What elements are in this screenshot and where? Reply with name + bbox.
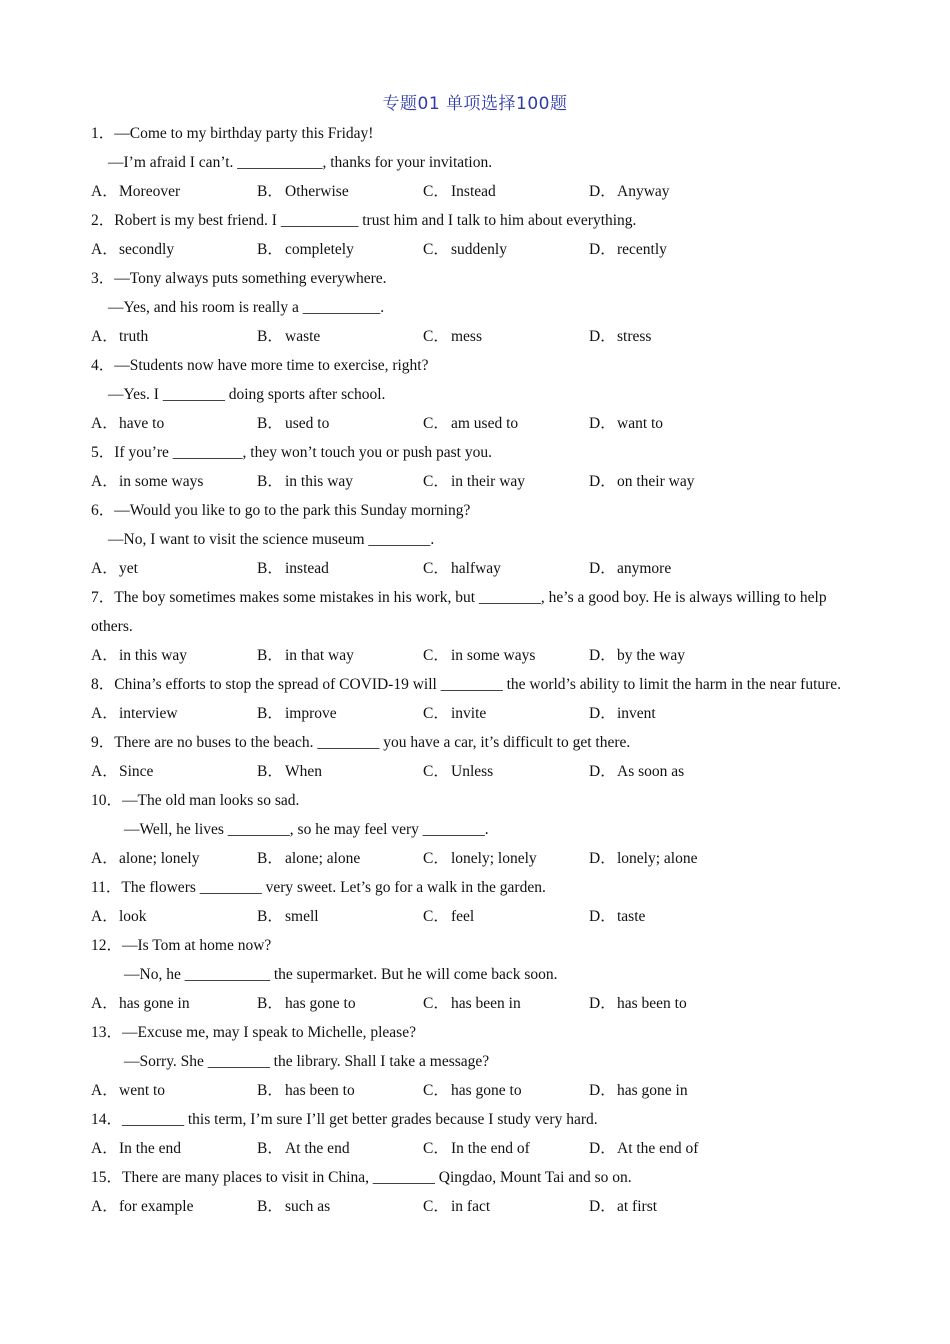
option-text: truth — [119, 328, 149, 345]
option-c — [423, 1134, 589, 1163]
option-a — [91, 554, 257, 583]
question-reply: —Well, he lives ________, so he may feel very ________. — [124, 821, 489, 838]
option-label: B． — [257, 560, 283, 577]
option-label: C． — [423, 908, 449, 925]
option-a — [91, 1192, 257, 1221]
option-label: D． — [589, 850, 616, 867]
question-3 — [91, 264, 871, 351]
option-c — [423, 177, 589, 206]
option-text: in some ways — [119, 473, 204, 490]
option-a — [91, 699, 257, 728]
option-a — [91, 989, 257, 1018]
question-5 — [91, 438, 871, 496]
option-label: C． — [423, 560, 449, 577]
option-c — [423, 989, 589, 1018]
options-row — [91, 177, 871, 206]
option-c — [423, 409, 589, 438]
option-b — [257, 554, 423, 583]
question-stem: 3．—Tony always puts something everywhere. — [91, 270, 387, 287]
option-label: C． — [423, 850, 449, 867]
option-d — [589, 902, 755, 931]
option-text: lonely; alone — [617, 850, 698, 867]
option-label: D． — [589, 183, 616, 200]
options-row — [91, 409, 871, 438]
option-text: want to — [617, 415, 664, 432]
option-label: D． — [589, 241, 616, 258]
question-reply: —Yes, and his room is really a __________. — [108, 299, 385, 316]
question-stem: 4．—Students now have more time to exercise, right? — [91, 357, 429, 374]
option-a — [91, 844, 257, 873]
option-a — [91, 409, 257, 438]
option-text: has gone to — [285, 995, 356, 1012]
question-stem: 1．—Come to my birthday party this Friday! — [91, 125, 374, 142]
option-label: B． — [257, 1082, 283, 1099]
option-text: in fact — [451, 1198, 491, 1215]
option-label: C． — [423, 1198, 449, 1215]
option-text: halfway — [451, 560, 501, 577]
question-stem: 5．If you’re _________, they won’t touch you or push past you. — [91, 444, 492, 461]
question-13 — [91, 1018, 871, 1105]
options-row — [91, 554, 871, 583]
question-stem: 14．________ this term, I’m sure I’ll get better grades because I study very hard. — [91, 1111, 598, 1128]
option-label: A． — [91, 473, 118, 490]
option-label: A． — [91, 850, 118, 867]
option-text: smell — [285, 908, 319, 925]
option-text: waste — [285, 328, 321, 345]
question-10 — [91, 786, 871, 873]
question-9 — [91, 728, 871, 786]
option-text: has been to — [285, 1082, 355, 1099]
option-d — [589, 989, 755, 1018]
option-text: feel — [451, 908, 475, 925]
option-d — [589, 409, 755, 438]
option-c — [423, 844, 589, 873]
options-row — [91, 1076, 871, 1105]
option-text: Instead — [451, 183, 496, 200]
option-label: B． — [257, 328, 283, 345]
question-6 — [91, 496, 871, 583]
option-d — [589, 844, 755, 873]
option-label: B． — [257, 647, 283, 664]
option-label: B． — [257, 850, 283, 867]
option-d — [589, 1076, 755, 1105]
option-label: C． — [423, 183, 449, 200]
option-b — [257, 757, 423, 786]
question-12 — [91, 931, 871, 1018]
option-b — [257, 641, 423, 670]
option-c — [423, 757, 589, 786]
option-text: Since — [119, 763, 154, 780]
option-label: B． — [257, 1140, 283, 1157]
option-d — [589, 1192, 755, 1221]
option-label: C． — [423, 328, 449, 345]
question-stem: 11．The flowers ________ very sweet. Let’s go for a walk in the garden. — [91, 879, 546, 896]
option-text: Moreover — [119, 183, 181, 200]
question-stem: 9．There are no buses to the beach. ________ you have a car, it’s difficult to get there. — [91, 734, 631, 751]
option-text: invent — [617, 705, 656, 722]
question-stem: 12．—Is Tom at home now? — [91, 937, 272, 954]
option-text: anymore — [617, 560, 672, 577]
option-text: in this way — [119, 647, 188, 664]
option-label: A． — [91, 908, 118, 925]
option-a — [91, 757, 257, 786]
option-text: has been in — [451, 995, 521, 1012]
option-b — [257, 1192, 423, 1221]
option-text: improve — [285, 705, 337, 722]
option-text: in their way — [451, 473, 526, 490]
option-text: used to — [285, 415, 330, 432]
options-row — [91, 1134, 871, 1163]
option-b — [257, 235, 423, 264]
question-4 — [91, 351, 871, 438]
option-c — [423, 641, 589, 670]
option-b — [257, 409, 423, 438]
option-label: A． — [91, 328, 118, 345]
option-text: on their way — [617, 473, 695, 490]
option-a — [91, 467, 257, 496]
option-text: has gone in — [617, 1082, 688, 1099]
option-d — [589, 554, 755, 583]
option-text: lonely; lonely — [451, 850, 537, 867]
page-title: 专题01 单项选择100题 — [382, 94, 568, 114]
option-text: taste — [617, 908, 646, 925]
options-row — [91, 757, 871, 786]
question-15 — [91, 1163, 871, 1221]
option-label: C． — [423, 647, 449, 664]
option-text: When — [285, 763, 323, 780]
question-reply: —I’m afraid I can’t. ___________, thanks for your invitation. — [108, 154, 493, 171]
option-b — [257, 322, 423, 351]
option-text: interview — [119, 705, 178, 722]
option-label: D． — [589, 705, 616, 722]
option-text: secondly — [119, 241, 175, 258]
option-label: B． — [257, 908, 283, 925]
option-label: A． — [91, 560, 118, 577]
option-text: In the end — [119, 1140, 181, 1157]
question-reply: —No, he ___________ the supermarket. But he will come back soon. — [124, 966, 558, 983]
option-text: has gone to — [451, 1082, 522, 1099]
option-label: A． — [91, 415, 118, 432]
option-text: have to — [119, 415, 165, 432]
option-d — [589, 322, 755, 351]
option-label: B． — [257, 705, 283, 722]
option-label: D． — [589, 995, 616, 1012]
option-text: Anyway — [617, 183, 670, 200]
option-label: C． — [423, 995, 449, 1012]
question-stem: 15．There are many places to visit in China, ________ Qingdao, Mount Tai and so on. — [91, 1169, 632, 1186]
option-b — [257, 989, 423, 1018]
option-c — [423, 467, 589, 496]
option-text: in this way — [285, 473, 354, 490]
option-text: by the way — [617, 647, 686, 664]
option-label: D． — [589, 1140, 616, 1157]
option-b — [257, 177, 423, 206]
option-label: C． — [423, 415, 449, 432]
option-text: went to — [119, 1082, 166, 1099]
question-stem: 13．—Excuse me, may I speak to Michelle, please? — [91, 1024, 416, 1041]
question-stem: 2．Robert is my best friend. I __________ trust him and I talk to him about everything. — [91, 212, 637, 229]
options-row — [91, 1192, 871, 1221]
question-2 — [91, 206, 871, 264]
options-row — [91, 235, 871, 264]
option-c — [423, 1192, 589, 1221]
option-text: am used to — [451, 415, 519, 432]
option-label: A． — [91, 705, 118, 722]
option-text: suddenly — [451, 241, 507, 258]
option-text: Unless — [451, 763, 494, 780]
option-d — [589, 641, 755, 670]
question-reply: —Yes. I ________ doing sports after school. — [108, 386, 386, 403]
option-label: D． — [589, 473, 616, 490]
option-label: A． — [91, 1140, 118, 1157]
option-text: look — [119, 908, 147, 925]
option-text: in that way — [285, 647, 354, 664]
option-label: A． — [91, 647, 118, 664]
option-text: recently — [617, 241, 667, 258]
option-c — [423, 554, 589, 583]
option-c — [423, 902, 589, 931]
option-b — [257, 844, 423, 873]
option-d — [589, 235, 755, 264]
option-label: D． — [589, 763, 616, 780]
option-text: for example — [119, 1198, 194, 1215]
option-d — [589, 467, 755, 496]
option-label: D． — [589, 560, 616, 577]
options-row — [91, 467, 871, 496]
option-label: C． — [423, 473, 449, 490]
option-c — [423, 322, 589, 351]
option-label: D． — [589, 415, 616, 432]
options-row — [91, 989, 871, 1018]
option-label: A． — [91, 241, 118, 258]
option-label: B． — [257, 473, 283, 490]
option-a — [91, 902, 257, 931]
option-c — [423, 699, 589, 728]
options-row — [91, 699, 871, 728]
option-b — [257, 467, 423, 496]
option-a — [91, 641, 257, 670]
option-text: has been to — [617, 995, 687, 1012]
option-text: mess — [451, 328, 482, 345]
options-row — [91, 902, 871, 931]
option-text: alone; lonely — [119, 850, 200, 867]
options-row — [91, 641, 871, 670]
option-a — [91, 1076, 257, 1105]
option-label: B． — [257, 415, 283, 432]
option-text: Otherwise — [285, 183, 349, 200]
question-stem: 10．—The old man looks so sad. — [91, 792, 300, 809]
option-a — [91, 322, 257, 351]
option-label: C． — [423, 1140, 449, 1157]
option-label: B． — [257, 995, 283, 1012]
option-text: stress — [617, 328, 652, 345]
option-b — [257, 1134, 423, 1163]
option-d — [589, 757, 755, 786]
option-b — [257, 902, 423, 931]
question-list — [91, 119, 871, 1221]
option-label: D． — [589, 908, 616, 925]
option-label: C． — [423, 241, 449, 258]
option-label: A． — [91, 1082, 118, 1099]
options-row — [91, 844, 871, 873]
question-reply: —Sorry. She ________ the library. Shall I take a message? — [124, 1053, 490, 1070]
option-a — [91, 1134, 257, 1163]
question-1 — [91, 119, 871, 206]
option-label: D． — [589, 1198, 616, 1215]
option-label: D． — [589, 1082, 616, 1099]
option-label: C． — [423, 1082, 449, 1099]
option-text: yet — [119, 560, 138, 577]
question-stem: 7．The boy sometimes makes some mistakes in his work, but ________, he’s a good boy. He is always willing to help others. — [91, 589, 827, 635]
option-text: As soon as — [617, 763, 685, 780]
option-text: instead — [285, 560, 329, 577]
option-label: C． — [423, 763, 449, 780]
option-text: At the end of — [617, 1140, 699, 1157]
option-label: D． — [589, 647, 616, 664]
option-a — [91, 235, 257, 264]
option-b — [257, 1076, 423, 1105]
option-label: A． — [91, 183, 118, 200]
option-c — [423, 1076, 589, 1105]
option-label: B． — [257, 183, 283, 200]
option-text: invite — [451, 705, 487, 722]
option-text: such as — [285, 1198, 331, 1215]
option-text: at first — [617, 1198, 658, 1215]
question-7 — [91, 583, 871, 670]
option-text: in some ways — [451, 647, 536, 664]
option-text: completely — [285, 241, 354, 258]
question-11 — [91, 873, 871, 931]
question-stem: 6．—Would you like to go to the park this Sunday morning? — [91, 502, 471, 519]
question-reply: —No, I want to visit the science museum ________. — [108, 531, 435, 548]
option-label: A． — [91, 763, 118, 780]
question-8 — [91, 670, 871, 728]
option-d — [589, 177, 755, 206]
options-row — [91, 322, 871, 351]
option-a — [91, 177, 257, 206]
option-label: D． — [589, 328, 616, 345]
question-14 — [91, 1105, 871, 1163]
option-text: alone; alone — [285, 850, 361, 867]
option-text: At the end — [285, 1140, 350, 1157]
option-c — [423, 235, 589, 264]
option-d — [589, 699, 755, 728]
option-label: A． — [91, 995, 118, 1012]
option-text: In the end of — [451, 1140, 530, 1157]
option-b — [257, 699, 423, 728]
option-d — [589, 1134, 755, 1163]
option-label: B． — [257, 1198, 283, 1215]
option-label: C． — [423, 705, 449, 722]
option-label: B． — [257, 763, 283, 780]
option-label: A． — [91, 1198, 118, 1215]
option-text: has gone in — [119, 995, 190, 1012]
question-stem: 8．China’s efforts to stop the spread of COVID-19 will ________ the world’s ability to limit the harm in the near future. — [91, 676, 842, 693]
option-label: B． — [257, 241, 283, 258]
